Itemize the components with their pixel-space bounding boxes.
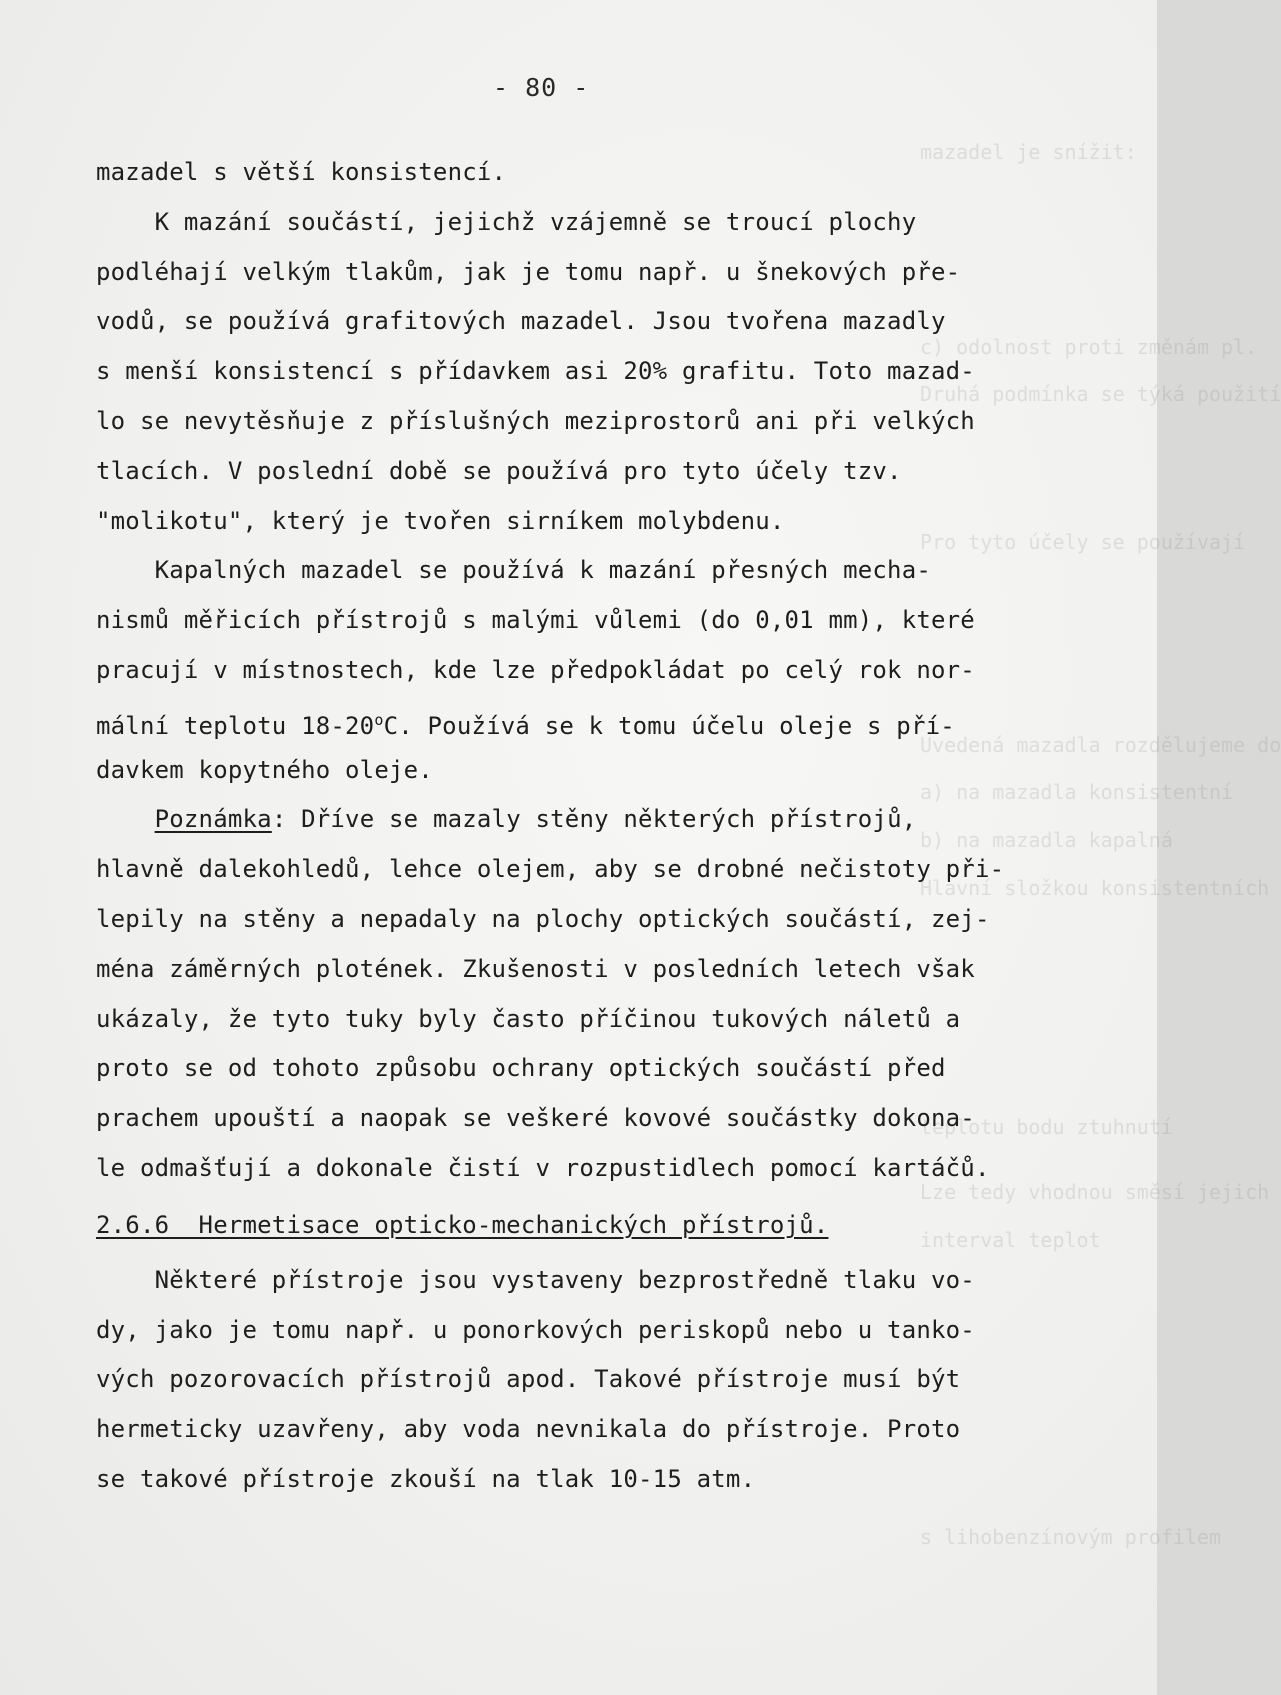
text-line: K mazání součástí, jejichž vzájemně se troucí plochy (96, 207, 917, 236)
text-line: hlavně dalekohledů, lehce olejem, aby se drobné nečistoty při- (96, 855, 1005, 884)
bleed-line: teplotu bodu ztuhnutí (920, 1115, 1173, 1139)
text-segment: : Dříve se mazaly stěny některých přístrojů, (271, 805, 917, 834)
bleed-line: b) na mazadla kapalná (920, 828, 1173, 852)
text-line: pracují v místnostech, kde lze předpokládat po celý rok nor- (96, 655, 975, 684)
text-line: davkem kopytného oleje. (96, 755, 433, 784)
text-line: tlacích. V poslední době se používá pro tyto účely tzv. (96, 456, 902, 485)
bleed-line: Hlavní složkou konsistentních (920, 876, 1270, 900)
text-line: Některé přístroje jsou vystaveny bezprostředně tlaku vo- (96, 1265, 975, 1294)
text-line: nismů měřicích přístrojů s malými vůlemi (do 0,01 mm), které (96, 606, 975, 635)
text-line: Kapalných mazadel se používá k mazání přesných mecha- (96, 556, 932, 585)
text-line: proto se od tohoto způsobu ochrany optických součástí před (96, 1054, 946, 1083)
text-line: podléhají velkým tlakům, jak je tomu např. u šnekových pře- (96, 257, 961, 286)
text-line: vodů, se používá grafitových mazadel. Jsou tvořena mazadly (96, 307, 946, 336)
note-label: Poznámka (154, 805, 272, 834)
body-text (96, 148, 1056, 1505)
text-line: dy, jako je tomu např. u ponorkových periskopů nebo u tanko- (96, 1315, 975, 1344)
text-line: hermeticky uzavřeny, aby voda nevnikala do přístroje. Proto (96, 1415, 961, 1444)
text-segment: mální teplotu 18-20 (96, 711, 375, 740)
text-line: ména záměrných plotének. Zkušenosti v posledních letech však (96, 954, 975, 983)
text-line (96, 795, 1056, 845)
indent (96, 805, 155, 833)
text-line (96, 696, 1056, 746)
section-heading-line (96, 1194, 1056, 1256)
text-line: ukázaly, že tyto tuky byly často příčinou tukových náletů a (96, 1004, 961, 1033)
bleed-line: a) na mazadla konsistentní (920, 780, 1234, 804)
section-heading: 2.6.6 Hermetisace opticko-mechanických přístrojů. (96, 1210, 829, 1239)
text-line: mazadel s větší konsistencí. (96, 158, 507, 186)
bleed-line: c) odolnost proti změnám pl. (920, 335, 1258, 359)
bleed-line: Druhá podmínka se týká použití (920, 382, 1281, 406)
degree-superscript: o (374, 710, 384, 729)
text-line: lo se nevytěsňuje z příslušných meziprostorů ani při velkých (96, 406, 975, 435)
bleed-line: s lihobenzínovým profilem (920, 1525, 1222, 1549)
text-line: s menší konsistencí s přídavkem asi 20% grafitu. Toto mazad- (96, 357, 975, 386)
text-line: vých pozorovacích přístrojů apod. Takové přístroje musí být (96, 1365, 961, 1394)
bleed-line: Lze tedy vhodnou směsí jejich (920, 1180, 1270, 1204)
text-line: se takové přístroje zkouší na tlak 10-15 atm. (96, 1464, 756, 1493)
bleed-line: Uvedená mazadla rozdělujeme do (920, 733, 1281, 757)
page-number: - 80 - (493, 73, 590, 102)
text-line: prachem upouští a naopak se veškeré kovové součástky dokona- (96, 1104, 975, 1133)
text-segment: C. Používá se k tomu účelu oleje s pří- (383, 711, 955, 740)
text-line: le odmašťují a dokonale čistí v rozpustidlech pomocí kartáčů. (96, 1153, 990, 1182)
bleed-line: mazadel je snížit: (920, 140, 1137, 164)
bleed-line: Pro tyto účely se používají (920, 530, 1246, 554)
text-line: "molikotu", který je tvořen sirníkem molybdenu. (96, 506, 785, 535)
bleed-line: interval teplot (920, 1228, 1101, 1252)
text-line: lepily na stěny a nepadaly na plochy optických součástí, zej- (96, 904, 990, 933)
